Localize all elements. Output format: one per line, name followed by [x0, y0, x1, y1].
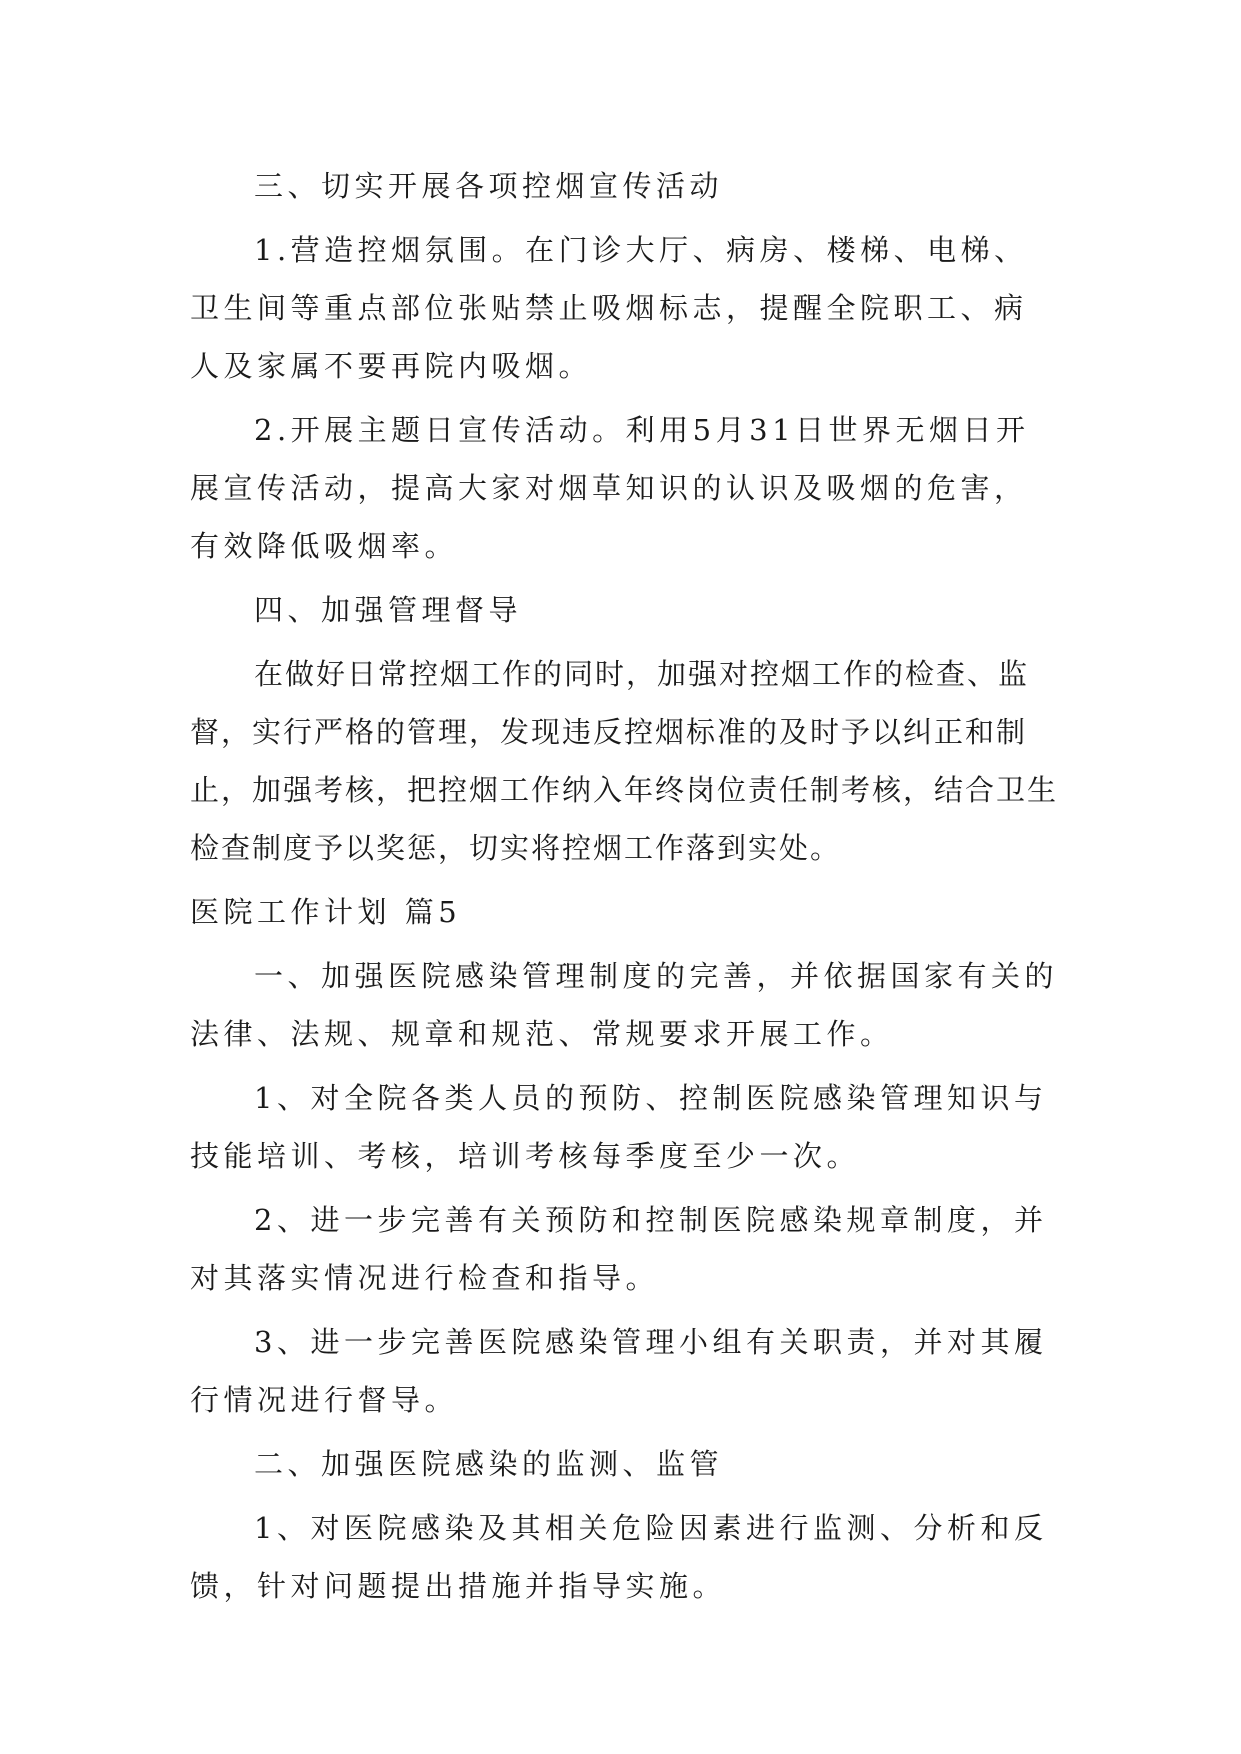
section-heading-4: 四、加强管理督导 [254, 593, 523, 627]
paragraph-training: 1、对全院各类人员的预防、控制医院感染管理知识与技能培训、考核，培训考核每季度至少一次。 [190, 1081, 1048, 1173]
paragraph-monitoring: 1、对医院感染及其相关危险因素进行监测、分析和反馈，针对问题提出措施并指导实施。 [190, 1511, 1048, 1603]
paragraph-item-2: 2.开展主题日宣传活动。利用5月31日世界无烟日开展宣传活动，提高大家对烟草知识的认识及吸烟的危害，有效降低吸烟率。 [190, 413, 1030, 563]
paragraph-rules: 2、进一步完善有关预防和控制医院感染规章制度，并对其落实情况进行检查和指导。 [190, 1203, 1048, 1295]
section-heading-1: 一、加强医院感染管理制度的完善，并依据国家有关的法律、法规、规章和规范、常规要求开展工作。 [190, 959, 1059, 1051]
paragraph-duties: 3、进一步完善医院感染管理小组有关职责，并对其履行情况进行督导。 [190, 1325, 1048, 1417]
section-heading-3: 三、切实开展各项控烟宣传活动 [254, 169, 724, 203]
document-body [190, 157, 1060, 1621]
plan-title: 医院工作计划 篇5 [190, 895, 462, 929]
section-heading-2: 二、加强医院感染的监测、监管 [254, 1447, 724, 1481]
paragraph-management: 在做好日常控烟工作的同时，加强对控烟工作的检查、监督，实行严格的管理，发现违反控烟标准的及时予以纠正和制止，加强考核，把控烟工作纳入年终岗位责任制考核，结合卫生检查制度予以奖惩，切实将控烟工作落到实处。 [190, 657, 1059, 865]
paragraph-item-1: 1.营造控烟氛围。在门诊大厅、病房、楼梯、电梯、卫生间等重点部位张贴禁止吸烟标志，提醒全院职工、病人及家属不要再院内吸烟。 [190, 233, 1028, 383]
